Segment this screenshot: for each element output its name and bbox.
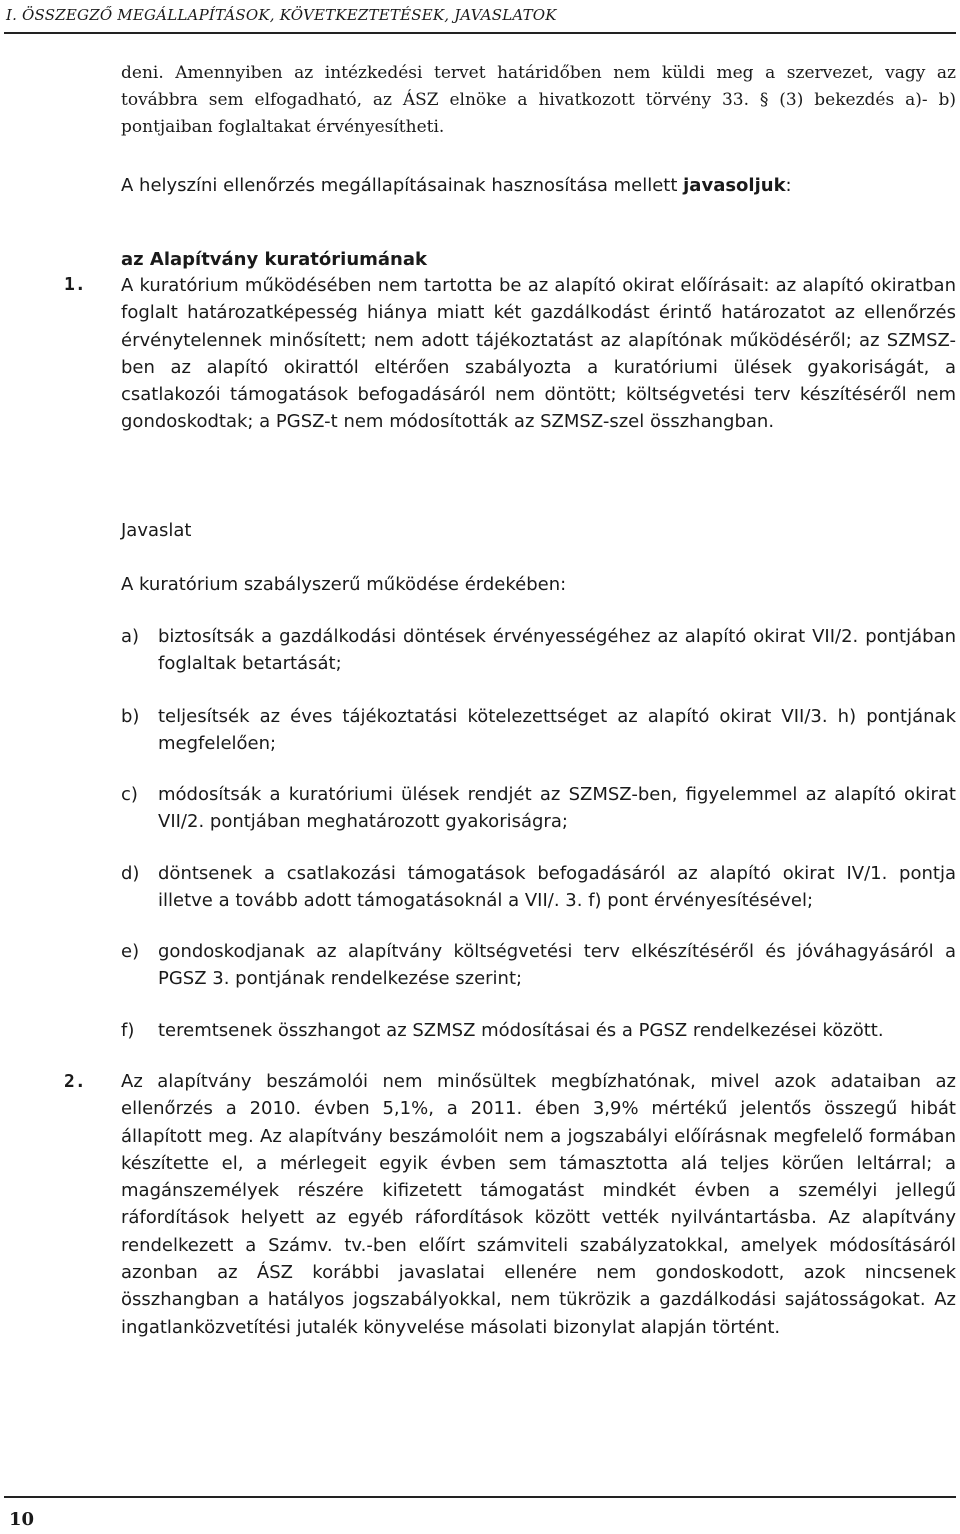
sub-item-f-letter: f) [121,1020,135,1041]
sub-item-b-text: teljesítsék az éves tájékoztatási kötelezettséget az alapító okirat VII/3. h) pontjának megfelelően; [158,706,956,755]
footer-divider [4,1496,956,1498]
sub-item-e-text: gondoskodjanak az alapítvány költségvetési terv elkészítéséről és jóváhagyásáról a PGSZ 3. pontjának rendelkezése szerint; [158,941,956,990]
sub-item-e-letter: e) [121,941,140,962]
sub-item-c-text: módosítsák a kuratóriumi ülések rendjét az SZMSZ-ben, figyelemmel az alapító okirat VII/2. pontjában meghatározott gyakoriságra; [158,784,956,833]
kuratorium-intro: A kuratórium szabályszerű működése érdekében: [121,574,567,595]
recommend-line [121,172,956,199]
item-2-number: 2. [64,1071,86,1092]
sub-item-a-text: biztosítsák a gazdálkodási döntések érvényességéhez az alapító okirat VII/2. pontjában foglaltak betartását; [158,626,956,675]
recommend-prefix: A helyszíni ellenőrzés megállapításainak hasznosítása mellett [121,175,684,196]
javaslat-label: Javaslat [121,520,192,541]
sub-item-c-letter: c) [121,784,138,805]
sub-item-f-text: teremtsenek összhangot az SZMSZ módosításai és a PGSZ rendelkezései között. [158,1020,884,1041]
item-1-number: 1. [64,274,86,295]
header-title: I. ÖSSZEGZŐ MEGÁLLAPÍTÁSOK, KÖVETKEZTETÉSEK, JAVASLATOK [6,6,557,24]
sub-item-d-letter: d) [121,863,140,884]
sub-item-b-letter: b) [121,706,140,727]
recommend-bold: javasoljuk [683,175,786,196]
sub-item-d-text: döntsenek a csatlakozási támogatások befogadásáról az alapító okirat IV/1. pontja illetve a tovább adott támogatásoknál a VII/. 3. f) pont érvényesítésével; [158,863,956,912]
sub-item-a-letter: a) [121,626,140,647]
addressee-heading: az Alapítvány kuratóriumának [121,249,427,270]
recommend-suffix: : [785,175,792,196]
item-1-text: A kuratórium működésében nem tartotta be az alapító okirat előírásait: az alapító okiratban foglalt határozatképesség hiánya miatt két gazdálkodást érintő határozatot az ellenőrzés érvénytelennek minősített; nem adott tájékoztatást az alapítónak működéséről; az SZMSZ-ben az alapító okirattól eltérően szabályozta a kuratóriumi ülések gyakoriságát, a csatlakozói támogatások befogadásáról nem döntött; költségvetési terv készítéséről nem gondoskodtak; a PGSZ-t nem módosították az SZMSZ-szel összhangban. [121,275,956,433]
intro-paragraph: deni. Amennyiben az intézkedési tervet határidőben nem küldi meg a szervezet, vagy az továbbra sem elfogadható, az ÁSZ elnöke a hivatkozott törvény 33. § (3) bekezdés a)- b) pontjaiban foglaltakat érvényesítheti. [121,63,956,137]
page-header [4,2,956,34]
page-number: 10 [9,1509,35,1530]
item-2-text: Az alapítvány beszámolói nem minősültek megbízhatónak, mivel azok adataiban az ellenőrzés a 2010. évben 5,1%, a 2011. ében 3,9% mértékű jelentős összegű hibát állapított meg. Az alapítvány beszámolóit nem a jogszabályi előírásnak megfelelő formában készítette el, a mérlegeit egyik évben sem támasztotta alá teljes körűen leltárral; a magánszemélyek részére kifizetett támogatást mindkét évben a személyi jellegű ráfordítások helyett az egyéb ráfordítások között vették nyilvántartásba. Az alapítvány rendelkezett a Számv. tv.-ben előírt számviteli szabályzatokkal, amelyek módosításáról azonban az ÁSZ korábbi javaslatai ellenére nem gondoskodott, azok nincsenek összhangban a hatályos jogszabályokkal, nem tükrözik a gazdálkodási sajátosságokat. Az ingatlanközvetítési jutalék könyvelése másolati bizonylat alapján történt. [121,1071,956,1338]
